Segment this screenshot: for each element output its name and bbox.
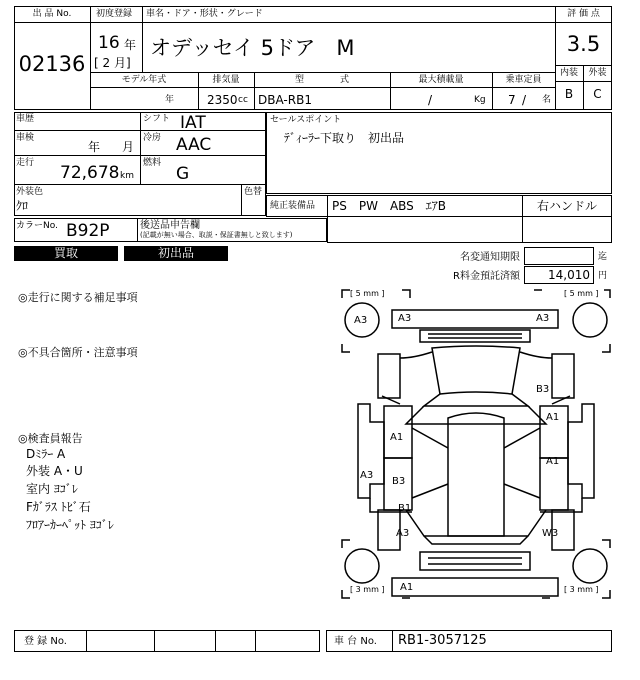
mark-right-rear-door: A1	[546, 456, 560, 467]
post-note: (記載が無い場合、取説・保証書無しと致します)	[140, 231, 293, 239]
displacement: 2350	[207, 93, 238, 107]
wheel-rear-left	[345, 549, 379, 583]
tire-rear-right-depth: [ 3 mm ]	[564, 585, 599, 594]
inspector-line: 外装 A・U	[26, 464, 83, 478]
chassis-no: RB1-3057125	[398, 633, 487, 648]
ext-color-label: 外装色	[16, 187, 44, 197]
mark-right-rear-fender: W3	[542, 528, 559, 539]
hood	[432, 346, 520, 394]
first-listing-bar: 初出品	[124, 246, 228, 261]
rear-bumper	[392, 578, 558, 596]
recycle-unit: 円	[598, 271, 608, 281]
ac-label: 冷房	[143, 133, 162, 143]
history-label: 車歴	[16, 114, 35, 124]
front-grille	[420, 330, 530, 342]
wheel-rear-right	[573, 549, 607, 583]
equipment-items: PS PW ABS ｴｱB	[332, 199, 447, 213]
title-change-unit: 迄	[598, 252, 608, 262]
mark-left-rear-fender: A3	[396, 528, 410, 539]
interior-label: 内装	[559, 68, 578, 78]
displacement-label: 排気量	[212, 75, 240, 85]
first-reg-month: [ 2 月]	[94, 56, 131, 70]
sales-point-text: ﾃﾞｨｰﾗｰ下取り 初出品	[284, 131, 405, 145]
inspector-heading: ◎検査員報告	[18, 432, 83, 445]
max-load-unit: Kg	[474, 95, 486, 105]
mark-front-left-wheel: A3	[354, 315, 368, 326]
mark-front-bumper-left: A3	[398, 313, 412, 324]
shift: IAT	[180, 113, 206, 133]
tire-rear-left-depth: [ 3 mm ]	[350, 585, 385, 594]
title-change-label: 名変通知期限	[460, 252, 520, 263]
fuel: G	[176, 164, 190, 184]
mark-front-bumper-right: A3	[536, 313, 550, 324]
inspector-line: ﾌﾛｱｰｶｰﾍﾟｯﾄ ﾖｺﾞﾚ	[26, 518, 114, 532]
chassis-label: 車 台 No.	[334, 636, 377, 647]
inspection-month-unit: 月	[122, 140, 135, 154]
mark-left-rear-quarter: A3	[360, 470, 374, 481]
capacity: 7	[508, 93, 516, 107]
wheel-front-right	[573, 303, 607, 337]
front-bumper	[392, 310, 558, 328]
inspector-line: Dﾐﾗｰ A	[26, 447, 66, 461]
color-no-label: カラーNo.	[16, 221, 58, 231]
equipment-label: 純正装備品	[270, 201, 316, 211]
mileage: 72,678	[60, 163, 120, 183]
ac: AAC	[176, 135, 212, 155]
sales-point-label: セールスポイント	[270, 115, 342, 125]
lot-no-label: 出 品 No.	[32, 9, 72, 19]
ext-color: ｸﾛ	[16, 199, 29, 213]
mark-right-front-door: A1	[546, 412, 560, 423]
mark-left-sill: B1	[398, 503, 412, 514]
mileage-unit: km	[120, 171, 134, 181]
car-name: オデッセイ 5ドア M	[150, 36, 355, 60]
type: DBA-RB1	[258, 93, 312, 107]
inspection-label: 車検	[16, 133, 35, 143]
exterior-grade: C	[593, 87, 602, 101]
exterior-label: 外装	[588, 68, 607, 78]
mark-left-rear-door: B3	[392, 476, 406, 487]
car-name-label: 車名・ドア・形状・グレード	[146, 9, 263, 19]
interior-grade: B	[564, 87, 574, 101]
car-diagram	[340, 288, 612, 608]
capacity-label: 乗車定員	[505, 75, 542, 85]
model-year-label: モデル年式	[121, 75, 167, 85]
recycle-label: R料金預託済額	[453, 271, 520, 282]
inspector-line: 室内 ﾖｺﾞﾚ	[26, 482, 78, 496]
mark-left-front-door: A1	[390, 432, 404, 443]
lot-no: 02136	[18, 52, 86, 76]
capacity-unit: 名	[542, 95, 552, 105]
title-change-box	[524, 247, 594, 265]
first-reg-year: 16	[98, 33, 120, 53]
mark-right-front-fender: B3	[536, 384, 550, 395]
tire-front-right-depth: [ 5 mm ]	[564, 289, 599, 298]
post-label: 後送品申告欄	[140, 220, 200, 231]
max-load-label: 最大積載量	[418, 75, 464, 85]
score: 3.5	[566, 32, 601, 56]
max-load-slash: /	[428, 93, 433, 107]
mileage-label: 走行	[16, 158, 35, 168]
inspection-year-unit: 年	[88, 140, 101, 154]
color-no: B92P	[66, 221, 110, 241]
fuel-label: 燃料	[143, 158, 162, 168]
model-year-unit: 年	[165, 95, 175, 105]
handle: 右ハンドル	[536, 199, 597, 213]
defects-heading: ◎不具合箇所・注意事項	[18, 346, 138, 359]
reg-no-label: 登 録 No.	[24, 636, 67, 647]
score-label: 評 価 点	[567, 9, 600, 19]
inspector-line: Fｶﾞﾗｽ ﾄﾋﾞ石	[26, 500, 91, 514]
type-label: 型 式	[294, 75, 349, 85]
recycle-amount: 14,010	[548, 268, 590, 282]
tire-front-left-depth: [ 5 mm ]	[350, 289, 385, 298]
mark-rear-bumper: A1	[400, 582, 414, 593]
color-change-label: 色替	[244, 187, 263, 197]
driving-notes-heading: ◎走行に関する補足事項	[18, 291, 138, 304]
buy-bar: 買取	[14, 246, 118, 261]
first-reg-label: 初度登録	[96, 9, 133, 19]
shift-label: シフト	[143, 114, 171, 124]
capacity-slash: /	[522, 93, 527, 107]
roof	[448, 413, 504, 536]
rear-trunk	[420, 552, 530, 570]
displacement-unit: cc	[238, 95, 248, 105]
year-unit: 年	[124, 38, 137, 52]
